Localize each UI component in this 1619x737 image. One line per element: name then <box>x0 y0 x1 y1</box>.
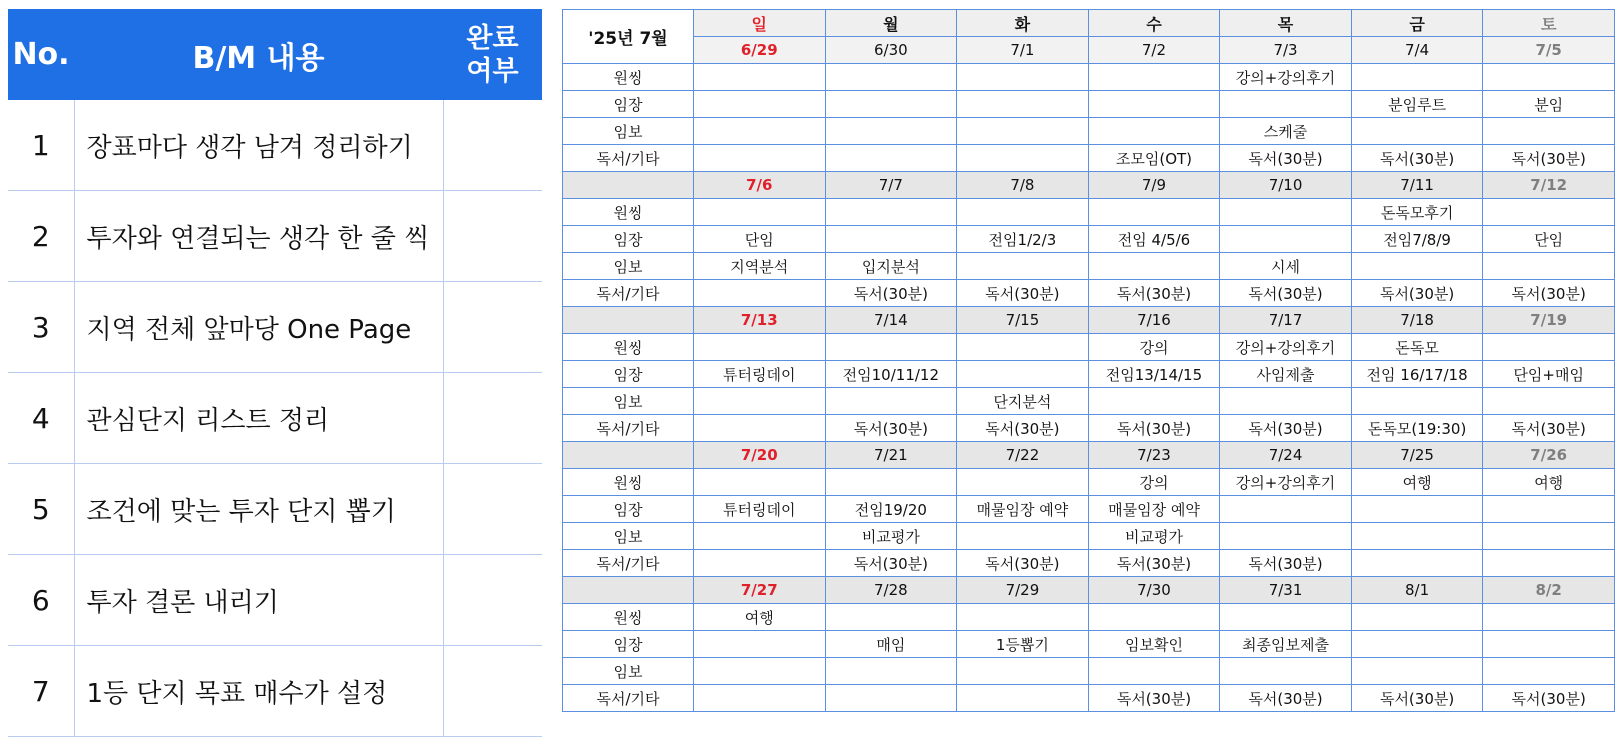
bm-row-number: 6 <box>8 555 74 646</box>
schedule-cell[interactable]: 여행 <box>1351 469 1483 496</box>
schedule-cell[interactable] <box>1220 496 1352 523</box>
date-cell: 7/5 <box>1483 37 1615 64</box>
bm-row-done-cell[interactable] <box>443 191 542 282</box>
schedule-cell[interactable]: 돈독모후기 <box>1351 199 1483 226</box>
activity-row <box>563 469 1615 496</box>
date-cell: 7/19 <box>1483 307 1615 334</box>
schedule-cell[interactable] <box>1351 604 1483 631</box>
bm-row-done-cell[interactable] <box>443 100 542 191</box>
dow-monday: 월 <box>825 10 957 37</box>
schedule-cell[interactable] <box>694 118 826 145</box>
date-cell: 7/15 <box>957 307 1089 334</box>
schedule-cell[interactable]: 매물임장 예약 <box>957 496 1089 523</box>
schedule-cell[interactable] <box>957 118 1089 145</box>
date-cell: 7/13 <box>694 307 826 334</box>
schedule-cell[interactable]: 독서(30분) <box>1351 280 1483 307</box>
schedule-cell[interactable]: 강의 <box>1088 334 1220 361</box>
schedule-cell[interactable] <box>957 145 1089 172</box>
schedule-cell[interactable]: 매임 <box>825 631 957 658</box>
schedule-cell[interactable] <box>694 685 826 712</box>
activity-label: 원씽 <box>563 604 694 631</box>
schedule-cell[interactable] <box>825 658 957 685</box>
bm-row-number: 1 <box>8 100 74 191</box>
schedule-cell[interactable]: 독서(30분) <box>825 415 957 442</box>
calendar-month-label: '25년 7월 <box>563 10 694 64</box>
activity-row <box>563 523 1615 550</box>
schedule-cell[interactable]: 독서(30분) <box>1088 415 1220 442</box>
schedule-cell[interactable]: 단지분석 <box>957 388 1089 415</box>
schedule-cell[interactable]: 전임 4/5/6 <box>1088 226 1220 253</box>
schedule-cell[interactable] <box>694 550 826 577</box>
schedule-cell[interactable]: 독서(30분) <box>1088 685 1220 712</box>
schedule-cell[interactable] <box>1220 604 1352 631</box>
date-cell: 7/10 <box>1220 172 1352 199</box>
schedule-cell[interactable]: 시세 <box>1220 253 1352 280</box>
bm-row-done-cell[interactable] <box>443 646 542 737</box>
date-cell: 7/9 <box>1088 172 1220 199</box>
activity-row <box>563 91 1615 118</box>
activity-label: 임보 <box>563 658 694 685</box>
bm-row-text: 조건에 맞는 투자 단지 뽑기 <box>74 464 443 555</box>
schedule-cell[interactable]: 독서(30분) <box>1483 685 1615 712</box>
schedule-cell[interactable] <box>825 334 957 361</box>
activity-label: 임보 <box>563 118 694 145</box>
schedule-cell[interactable] <box>957 64 1089 91</box>
dow-tuesday: 화 <box>957 10 1089 37</box>
schedule-cell[interactable]: 독서(30분) <box>957 415 1089 442</box>
date-cell: 7/4 <box>1351 37 1483 64</box>
schedule-cell[interactable]: 매물임장 예약 <box>1088 496 1220 523</box>
schedule-cell[interactable] <box>1088 64 1220 91</box>
date-cell: 7/22 <box>957 442 1089 469</box>
schedule-cell[interactable] <box>694 658 826 685</box>
bm-row-done-cell[interactable] <box>443 373 542 464</box>
bm-row-number: 3 <box>8 282 74 373</box>
schedule-cell[interactable] <box>1351 118 1483 145</box>
schedule-cell[interactable] <box>694 334 826 361</box>
schedule-cell[interactable] <box>694 199 826 226</box>
schedule-cell[interactable] <box>1351 523 1483 550</box>
schedule-cell[interactable] <box>1088 388 1220 415</box>
schedule-cell[interactable] <box>957 361 1089 388</box>
activity-row <box>563 145 1615 172</box>
schedule-cell[interactable]: 단임+매임 <box>1483 361 1615 388</box>
bm-header-row <box>8 9 542 100</box>
schedule-cell[interactable] <box>694 523 826 550</box>
date-cell: 7/21 <box>825 442 957 469</box>
week-label-blank <box>563 307 694 334</box>
schedule-cell[interactable] <box>1351 496 1483 523</box>
schedule-cell[interactable] <box>694 469 826 496</box>
date-cell: 6/30 <box>825 37 957 64</box>
bm-row <box>8 282 542 373</box>
activity-row <box>563 64 1615 91</box>
schedule-cell[interactable] <box>957 91 1089 118</box>
bm-body <box>8 100 542 737</box>
schedule-cell[interactable] <box>825 118 957 145</box>
bm-row-done-cell[interactable] <box>443 282 542 373</box>
schedule-cell[interactable] <box>694 280 826 307</box>
activity-row <box>563 631 1615 658</box>
schedule-cell[interactable]: 독서(30분) <box>1483 280 1615 307</box>
schedule-cell[interactable] <box>1088 604 1220 631</box>
schedule-cell[interactable]: 독서(30분) <box>1088 280 1220 307</box>
activity-label: 임장 <box>563 361 694 388</box>
schedule-cell[interactable] <box>1220 658 1352 685</box>
schedule-cell[interactable] <box>825 91 957 118</box>
schedule-cell[interactable]: 비교평가 <box>1088 523 1220 550</box>
date-cell: 7/8 <box>957 172 1089 199</box>
activity-label: 원씽 <box>563 334 694 361</box>
schedule-cell[interactable] <box>825 388 957 415</box>
schedule-cell[interactable]: 스케줄 <box>1220 118 1352 145</box>
schedule-cell[interactable]: 입지분석 <box>825 253 957 280</box>
schedule-cell[interactable]: 독서(30분) <box>1220 685 1352 712</box>
schedule-cell[interactable] <box>1483 199 1615 226</box>
date-cell: 7/31 <box>1220 577 1352 604</box>
schedule-cell[interactable] <box>694 415 826 442</box>
schedule-cell[interactable]: 분임 <box>1483 91 1615 118</box>
bm-header-done <box>443 9 542 100</box>
schedule-cell[interactable]: 튜터링데이 <box>694 496 826 523</box>
schedule-cell[interactable] <box>1220 91 1352 118</box>
schedule-cell[interactable] <box>1351 253 1483 280</box>
activity-row <box>563 550 1615 577</box>
schedule-cell[interactable]: 전임10/11/12 <box>825 361 957 388</box>
date-cell: 7/20 <box>694 442 826 469</box>
schedule-cell[interactable] <box>957 334 1089 361</box>
schedule-cell[interactable] <box>1483 604 1615 631</box>
date-cell: 7/17 <box>1220 307 1352 334</box>
schedule-cell[interactable] <box>1483 388 1615 415</box>
activity-label: 독서/기타 <box>563 415 694 442</box>
activity-label: 임장 <box>563 631 694 658</box>
schedule-cell[interactable]: 조모임(OT) <box>1088 145 1220 172</box>
week-date-row <box>563 172 1615 199</box>
activity-label: 독서/기타 <box>563 685 694 712</box>
schedule-cell[interactable] <box>825 64 957 91</box>
schedule-cell[interactable] <box>1088 199 1220 226</box>
bm-row <box>8 191 542 282</box>
bm-checklist-table <box>8 9 542 737</box>
schedule-cell[interactable]: 독서(30분) <box>1220 280 1352 307</box>
schedule-cell[interactable]: 분임루트 <box>1351 91 1483 118</box>
date-cell: 7/29 <box>957 577 1089 604</box>
week-label-blank <box>563 172 694 199</box>
calendar-body <box>563 10 1615 712</box>
date-cell: 7/24 <box>1220 442 1352 469</box>
activity-label: 임장 <box>563 496 694 523</box>
schedule-cell[interactable] <box>957 523 1089 550</box>
schedule-cell[interactable] <box>1351 658 1483 685</box>
schedule-cell[interactable] <box>1483 253 1615 280</box>
schedule-cell[interactable] <box>957 253 1089 280</box>
schedule-cell[interactable]: 단임 <box>694 226 826 253</box>
schedule-cell[interactable]: 여행 <box>1483 469 1615 496</box>
activity-row <box>563 604 1615 631</box>
date-cell: 7/7 <box>825 172 957 199</box>
schedule-cell[interactable] <box>1088 91 1220 118</box>
schedule-cell[interactable] <box>694 145 826 172</box>
dow-sunday: 일 <box>694 10 826 37</box>
bm-header-no: No. <box>8 9 74 100</box>
schedule-cell[interactable] <box>957 685 1089 712</box>
july-schedule-calendar <box>562 9 1615 712</box>
bm-header-done-line1: 완료 <box>466 22 519 54</box>
week-date-row <box>563 307 1615 334</box>
activity-label: 임장 <box>563 91 694 118</box>
schedule-cell[interactable]: 전임 16/17/18 <box>1351 361 1483 388</box>
schedule-cell[interactable] <box>1220 199 1352 226</box>
date-cell: 7/23 <box>1088 442 1220 469</box>
schedule-cell[interactable] <box>1351 631 1483 658</box>
date-cell: 8/2 <box>1483 577 1615 604</box>
schedule-cell[interactable] <box>1351 550 1483 577</box>
week-label-blank <box>563 442 694 469</box>
schedule-cell[interactable] <box>1088 118 1220 145</box>
schedule-cell[interactable] <box>1483 631 1615 658</box>
schedule-cell[interactable] <box>825 199 957 226</box>
date-cell: 7/18 <box>1351 307 1483 334</box>
date-cell: 7/3 <box>1220 37 1352 64</box>
schedule-cell[interactable]: 여행 <box>694 604 826 631</box>
schedule-cell[interactable] <box>694 64 826 91</box>
date-cell: 6/29 <box>694 37 826 64</box>
activity-row <box>563 226 1615 253</box>
dow-thursday: 목 <box>1220 10 1352 37</box>
date-cell: 7/16 <box>1088 307 1220 334</box>
bm-header-done-line2: 여부 <box>466 55 519 87</box>
date-cell: 7/6 <box>694 172 826 199</box>
bm-row <box>8 464 542 555</box>
activity-row <box>563 496 1615 523</box>
bm-header-content: B/M 내용 <box>74 9 443 100</box>
schedule-cell[interactable]: 사임제출 <box>1220 361 1352 388</box>
schedule-cell[interactable]: 강의+강의후기 <box>1220 64 1352 91</box>
schedule-cell[interactable] <box>694 388 826 415</box>
activity-label: 독서/기타 <box>563 550 694 577</box>
schedule-cell[interactable] <box>957 604 1089 631</box>
schedule-cell[interactable] <box>1088 253 1220 280</box>
activity-row <box>563 280 1615 307</box>
bm-row <box>8 646 542 737</box>
schedule-cell[interactable] <box>1483 334 1615 361</box>
bm-row <box>8 373 542 464</box>
schedule-cell[interactable]: 독서(30분) <box>957 280 1089 307</box>
schedule-cell[interactable]: 임보확인 <box>1088 631 1220 658</box>
date-cell: 7/27 <box>694 577 826 604</box>
schedule-cell[interactable] <box>1220 388 1352 415</box>
activity-label: 원씽 <box>563 199 694 226</box>
activity-row <box>563 334 1615 361</box>
activity-row <box>563 199 1615 226</box>
schedule-cell[interactable] <box>1483 658 1615 685</box>
schedule-cell[interactable] <box>825 469 957 496</box>
activity-label: 임보 <box>563 253 694 280</box>
schedule-cell[interactable] <box>694 631 826 658</box>
schedule-cell[interactable]: 전임19/20 <box>825 496 957 523</box>
bm-row-text: 지역 전체 앞마당 One Page <box>74 282 443 373</box>
bm-row-text: 투자와 연결되는 생각 한 줄 씩 <box>74 191 443 282</box>
schedule-cell[interactable] <box>1220 523 1352 550</box>
schedule-cell[interactable]: 독서(30분) <box>1483 415 1615 442</box>
schedule-cell[interactable] <box>1483 550 1615 577</box>
bm-row-number: 5 <box>8 464 74 555</box>
activity-row <box>563 118 1615 145</box>
schedule-cell[interactable]: 비교평가 <box>825 523 957 550</box>
schedule-cell[interactable]: 강의 <box>1088 469 1220 496</box>
week-date-row <box>563 577 1615 604</box>
activity-row <box>563 685 1615 712</box>
bm-row <box>8 555 542 646</box>
date-cell: 7/30 <box>1088 577 1220 604</box>
schedule-cell[interactable]: 독서(30분) <box>1483 145 1615 172</box>
activity-label: 독서/기타 <box>563 280 694 307</box>
schedule-cell[interactable] <box>1088 658 1220 685</box>
date-cell: 7/1 <box>957 37 1089 64</box>
schedule-cell[interactable] <box>825 145 957 172</box>
schedule-cell[interactable]: 독서(30분) <box>1220 550 1352 577</box>
bm-row <box>8 100 542 191</box>
date-cell: 7/2 <box>1088 37 1220 64</box>
bm-row-text: 1등 단지 목표 매수가 설정 <box>74 646 443 737</box>
date-cell: 7/28 <box>825 577 957 604</box>
activity-row <box>563 415 1615 442</box>
schedule-cell[interactable] <box>957 658 1089 685</box>
schedule-cell[interactable]: 독서(30분) <box>1220 415 1352 442</box>
schedule-cell[interactable] <box>825 685 957 712</box>
dow-saturday: 토 <box>1483 10 1615 37</box>
schedule-cell[interactable]: 돈독모 <box>1351 334 1483 361</box>
schedule-cell[interactable]: 독서(30분) <box>1351 145 1483 172</box>
activity-row <box>563 658 1615 685</box>
schedule-cell[interactable]: 최종임보제출 <box>1220 631 1352 658</box>
schedule-cell[interactable]: 독서(30분) <box>825 550 957 577</box>
date-cell: 7/26 <box>1483 442 1615 469</box>
schedule-cell[interactable] <box>957 199 1089 226</box>
week-date-row <box>563 442 1615 469</box>
bm-row-text: 장표마다 생각 남겨 정리하기 <box>74 100 443 191</box>
activity-label: 임보 <box>563 523 694 550</box>
bm-row-text: 투자 결론 내리기 <box>74 555 443 646</box>
activity-row <box>563 388 1615 415</box>
activity-label: 독서/기타 <box>563 145 694 172</box>
date-cell: 7/14 <box>825 307 957 334</box>
bm-row-done-cell[interactable] <box>443 555 542 646</box>
date-cell: 7/12 <box>1483 172 1615 199</box>
activity-label: 임보 <box>563 388 694 415</box>
activity-row <box>563 253 1615 280</box>
week-label-blank <box>563 577 694 604</box>
schedule-cell[interactable] <box>1351 64 1483 91</box>
schedule-cell[interactable] <box>1483 118 1615 145</box>
activity-label: 원씽 <box>563 469 694 496</box>
schedule-cell[interactable]: 강의+강의후기 <box>1220 469 1352 496</box>
schedule-cell[interactable]: 독서(30분) <box>825 280 957 307</box>
schedule-cell[interactable] <box>825 604 957 631</box>
schedule-cell[interactable] <box>825 226 957 253</box>
schedule-cell[interactable]: 전임1/2/3 <box>957 226 1089 253</box>
schedule-cell[interactable]: 전임7/8/9 <box>1351 226 1483 253</box>
calendar-header-row <box>563 10 1615 37</box>
schedule-cell[interactable]: 1등뽑기 <box>957 631 1089 658</box>
schedule-cell[interactable] <box>694 91 826 118</box>
activity-label: 임장 <box>563 226 694 253</box>
schedule-cell[interactable]: 독서(30분) <box>1088 550 1220 577</box>
schedule-cell[interactable]: 독서(30분) <box>1220 145 1352 172</box>
schedule-cell[interactable] <box>1483 64 1615 91</box>
schedule-cell[interactable]: 돈독모(19:30) <box>1351 415 1483 442</box>
bm-row-number: 4 <box>8 373 74 464</box>
schedule-cell[interactable]: 독서(30분) <box>957 550 1089 577</box>
dow-friday: 금 <box>1351 10 1483 37</box>
schedule-cell[interactable] <box>1483 523 1615 550</box>
bm-row-number: 2 <box>8 191 74 282</box>
schedule-cell[interactable]: 전임13/14/15 <box>1088 361 1220 388</box>
schedule-cell[interactable]: 단임 <box>1483 226 1615 253</box>
bm-row-text: 관심단지 리스트 정리 <box>74 373 443 464</box>
schedule-cell[interactable]: 튜터링데이 <box>694 361 826 388</box>
schedule-cell[interactable] <box>957 469 1089 496</box>
schedule-cell[interactable] <box>1220 226 1352 253</box>
schedule-cell[interactable]: 독서(30분) <box>1351 685 1483 712</box>
date-cell: 7/25 <box>1351 442 1483 469</box>
week-date-row <box>563 37 1615 64</box>
date-cell: 7/11 <box>1351 172 1483 199</box>
dow-wednesday: 수 <box>1088 10 1220 37</box>
schedule-cell[interactable] <box>1483 496 1615 523</box>
schedule-cell[interactable]: 지역분석 <box>694 253 826 280</box>
activity-label: 원씽 <box>563 64 694 91</box>
bm-row-done-cell[interactable] <box>443 464 542 555</box>
date-cell: 8/1 <box>1351 577 1483 604</box>
activity-row <box>563 361 1615 388</box>
bm-row-number: 7 <box>8 646 74 737</box>
schedule-cell[interactable]: 강의+강의후기 <box>1220 334 1352 361</box>
schedule-cell[interactable] <box>1351 388 1483 415</box>
